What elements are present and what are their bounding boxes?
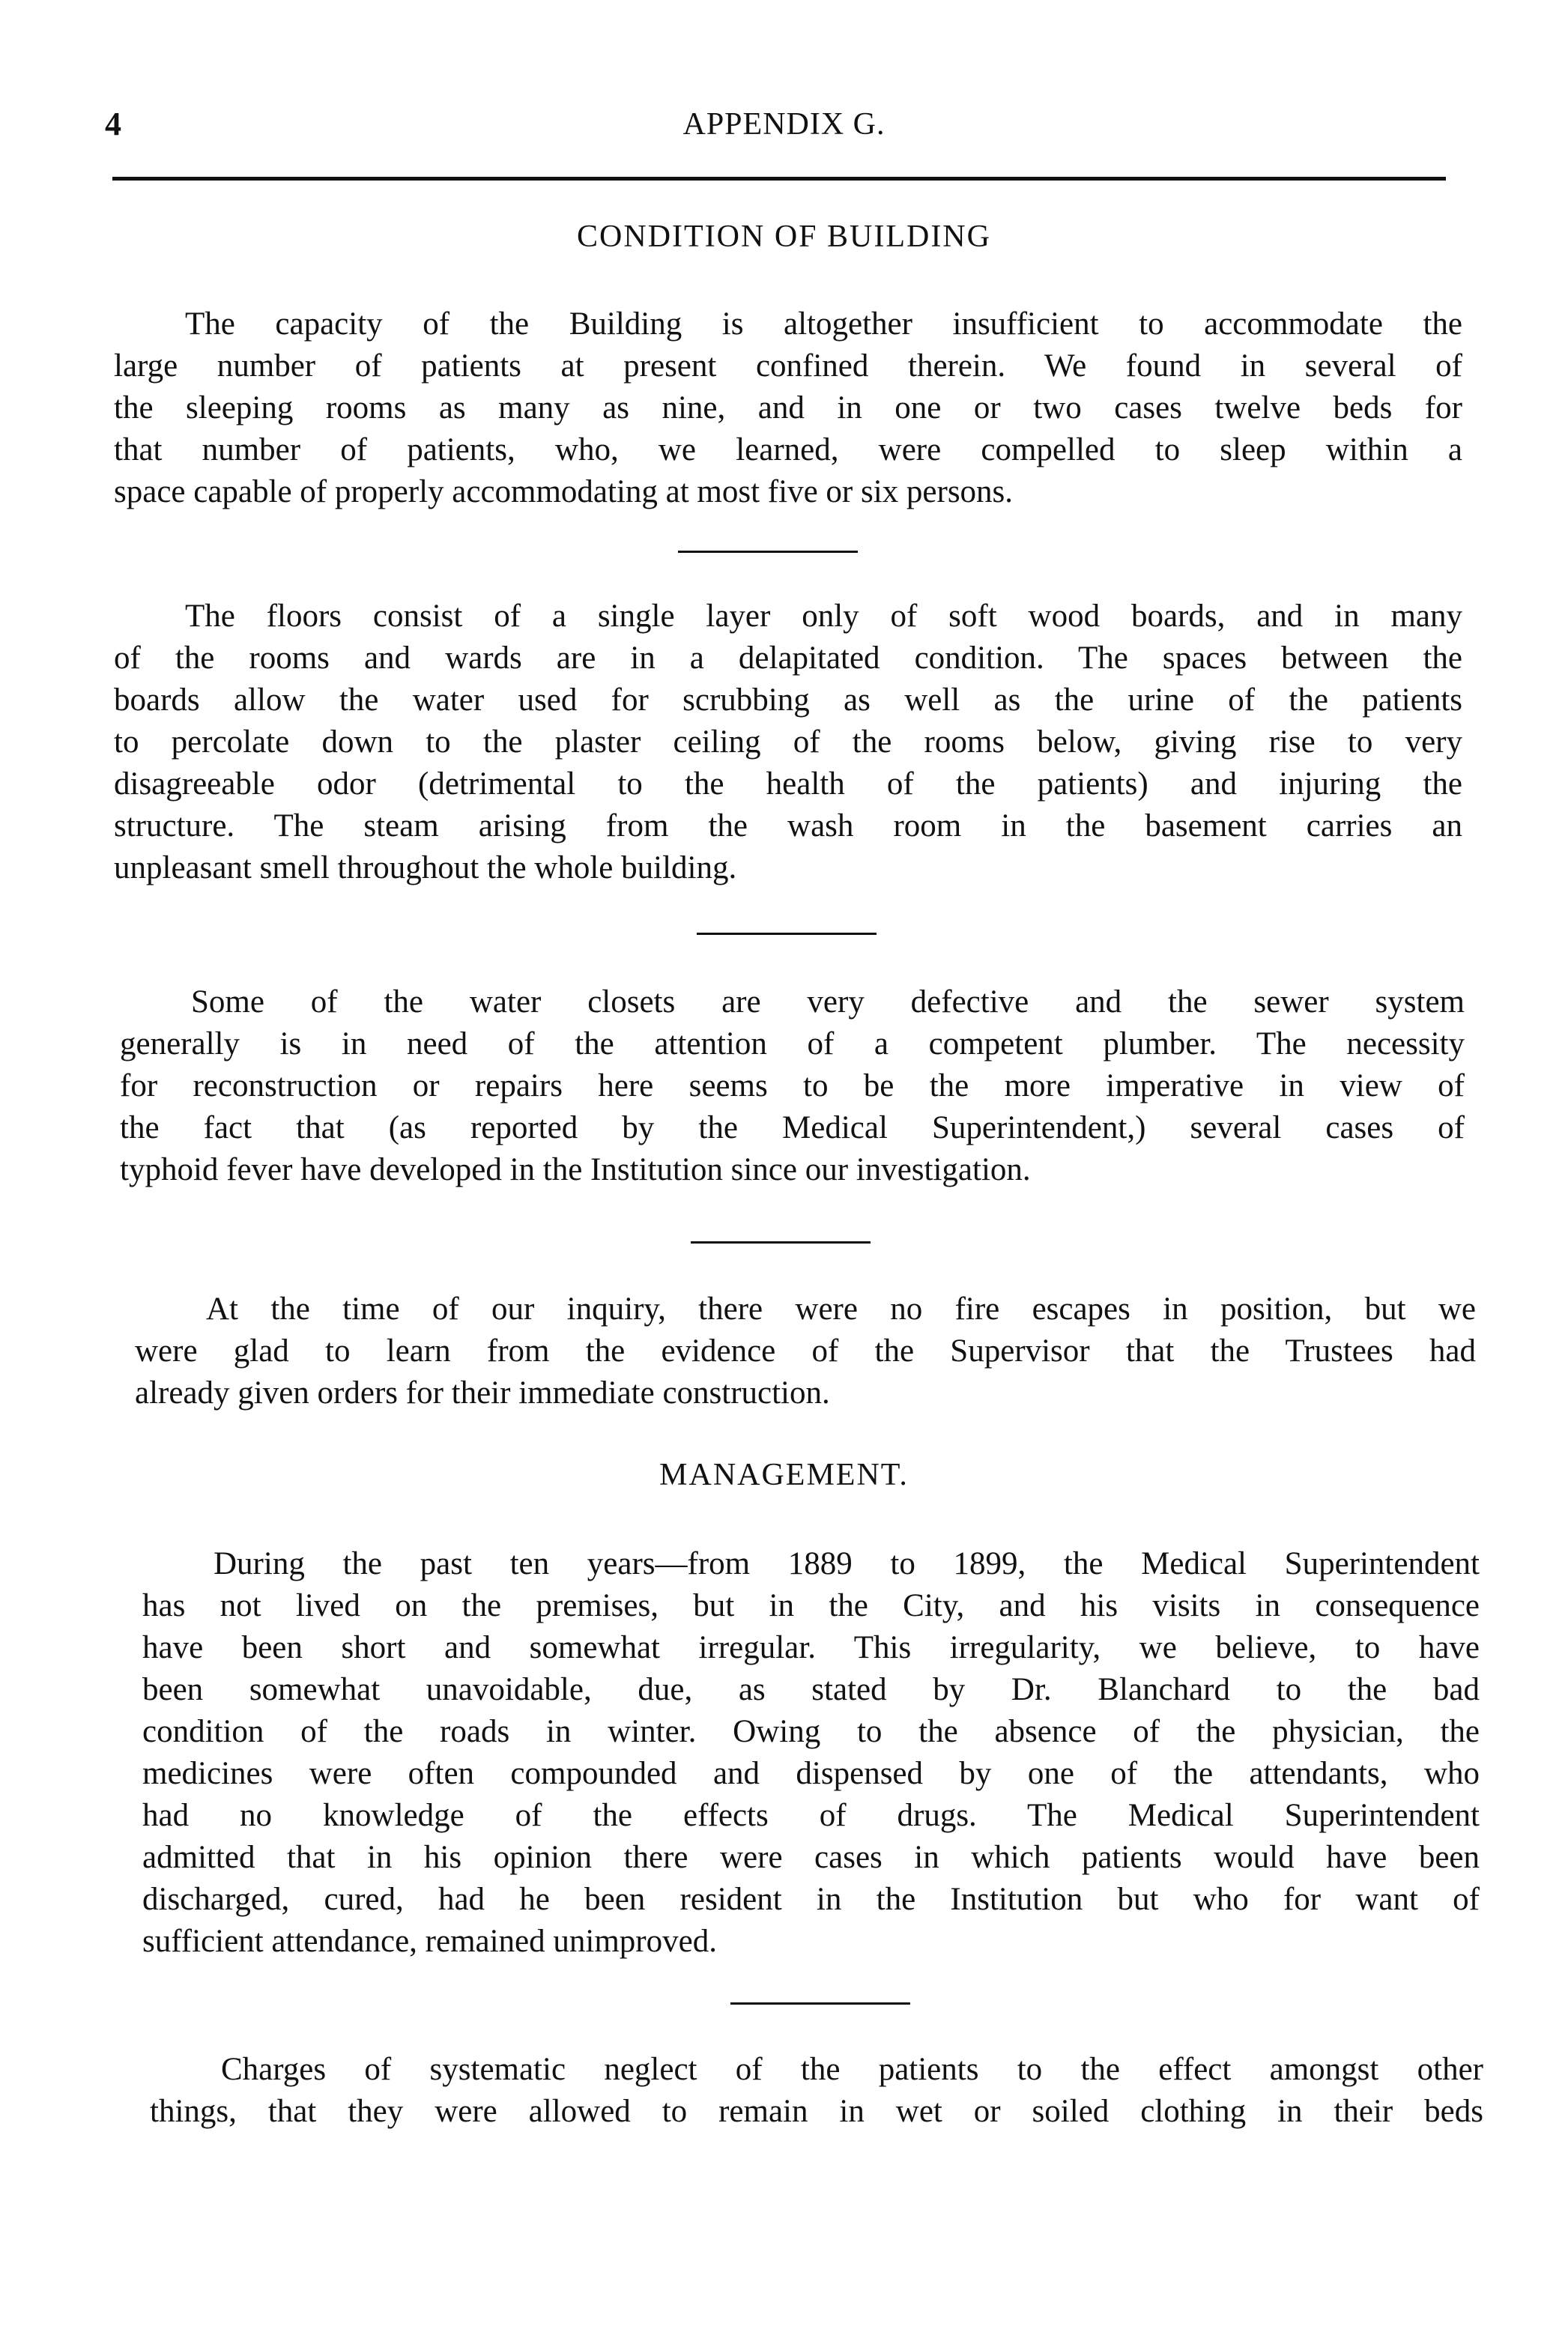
paragraph-line: space capable of properly accommodating at most five or six persons. bbox=[114, 474, 1014, 509]
paragraph-water-closets bbox=[120, 981, 1465, 1191]
paragraph-line: been somewhat unavoidable, due, as stated by Dr. Blanchard to the bad bbox=[142, 1672, 1480, 1707]
paragraph-line: Charges of systematic neglect of the patients to the effect amongst other bbox=[221, 2052, 1483, 2087]
paragraph-management bbox=[142, 1543, 1480, 1963]
page-number: 4 bbox=[105, 106, 121, 142]
paragraph-line: During the past ten years—from 1889 to 1899, the Medical Superintendent bbox=[214, 1546, 1480, 1581]
paragraph-line: were glad to learn from the evidence of the Supervisor that the Trustees had bbox=[135, 1333, 1476, 1369]
paragraph-line: already given orders for their immediate construction. bbox=[135, 1375, 830, 1411]
paragraph-line: Some of the water closets are very defective and the sewer system bbox=[191, 984, 1465, 1020]
paragraph-line: has not lived on the premises, but in the City, and his visits in consequence bbox=[142, 1588, 1480, 1623]
header-rule bbox=[112, 177, 1446, 181]
paragraph-line: of the rooms and wards are in a delapitated condition. The spaces between the bbox=[114, 640, 1462, 676]
paragraph-line: unpleasant smell throughout the whole building. bbox=[114, 850, 737, 885]
paragraph-line: the fact that (as reported by the Medical Superintendent,) several cases of bbox=[120, 1110, 1465, 1145]
paragraph-line: boards allow the water used for scrubbing as well as the urine of the patients bbox=[114, 682, 1462, 718]
section-separator bbox=[691, 1241, 871, 1244]
paragraph-line: to percolate down to the plaster ceiling of the rooms below, giving rise to very bbox=[114, 724, 1462, 760]
paragraph-line: disagreeable odor (detrimental to the health of the patients) and injuring the bbox=[114, 766, 1462, 802]
paragraph-capacity bbox=[114, 303, 1462, 513]
paragraph-line: the sleeping rooms as many as nine, and in one or two cases twelve beds for bbox=[114, 390, 1462, 425]
section-heading-condition: CONDITION OF BUILDING bbox=[577, 219, 991, 254]
paragraph-line: The capacity of the Building is altogether insufficient to accommodate the bbox=[185, 306, 1462, 342]
paragraph-line: for reconstruction or repairs here seems to be the more imperative in view of bbox=[120, 1068, 1465, 1103]
section-separator bbox=[697, 933, 877, 935]
paragraph-line: structure. The steam arising from the wash room in the basement carries an bbox=[114, 808, 1462, 844]
paragraph-line: have been short and somewhat irregular. This irregularity, we believe, to have bbox=[142, 1630, 1480, 1665]
paragraph-line: sufficient attendance, remained unimproved. bbox=[142, 1924, 717, 1959]
paragraph-line: The floors consist of a single layer only of soft wood boards, and in many bbox=[185, 599, 1462, 634]
section-heading-management: MANAGEMENT. bbox=[659, 1458, 909, 1492]
section-separator bbox=[678, 551, 858, 553]
paragraph-line: had no knowledge of the effects of drugs. The Medical Superintendent bbox=[142, 1798, 1480, 1833]
paragraph-line: generally is in need of the attention of a competent plumber. The necessity bbox=[120, 1026, 1465, 1061]
paragraph-line: condition of the roads in winter. Owing to the absence of the physician, the bbox=[142, 1714, 1480, 1749]
running-head: APPENDIX G. bbox=[682, 107, 886, 142]
paragraph-line: large number of patients at present confined therein. We found in several of bbox=[114, 348, 1462, 384]
paragraph-line: things, that they were allowed to remain in wet or soiled clothing in their beds bbox=[150, 2094, 1483, 2129]
paragraph-floors bbox=[114, 596, 1462, 889]
paragraph-line: At the time of our inquiry, there were no fire escapes in position, but we bbox=[206, 1291, 1476, 1327]
paragraph-line: admitted that in his opinion there were cases in which patients would have been bbox=[142, 1840, 1480, 1875]
paragraph-line: medicines were often compounded and dispensed by one of the attendants, who bbox=[142, 1756, 1480, 1791]
paragraph-line: that number of patients, who, we learned, were compelled to sleep within a bbox=[114, 432, 1462, 467]
paragraph-fire-escapes bbox=[135, 1288, 1476, 1414]
paragraph-line: discharged, cured, had he been resident in the Institution but who for want of bbox=[142, 1882, 1480, 1917]
paragraph-line: typhoid fever have developed in the Institution since our investigation. bbox=[120, 1152, 1031, 1187]
paragraph-charges bbox=[150, 2049, 1483, 2133]
section-separator bbox=[730, 2002, 910, 2005]
